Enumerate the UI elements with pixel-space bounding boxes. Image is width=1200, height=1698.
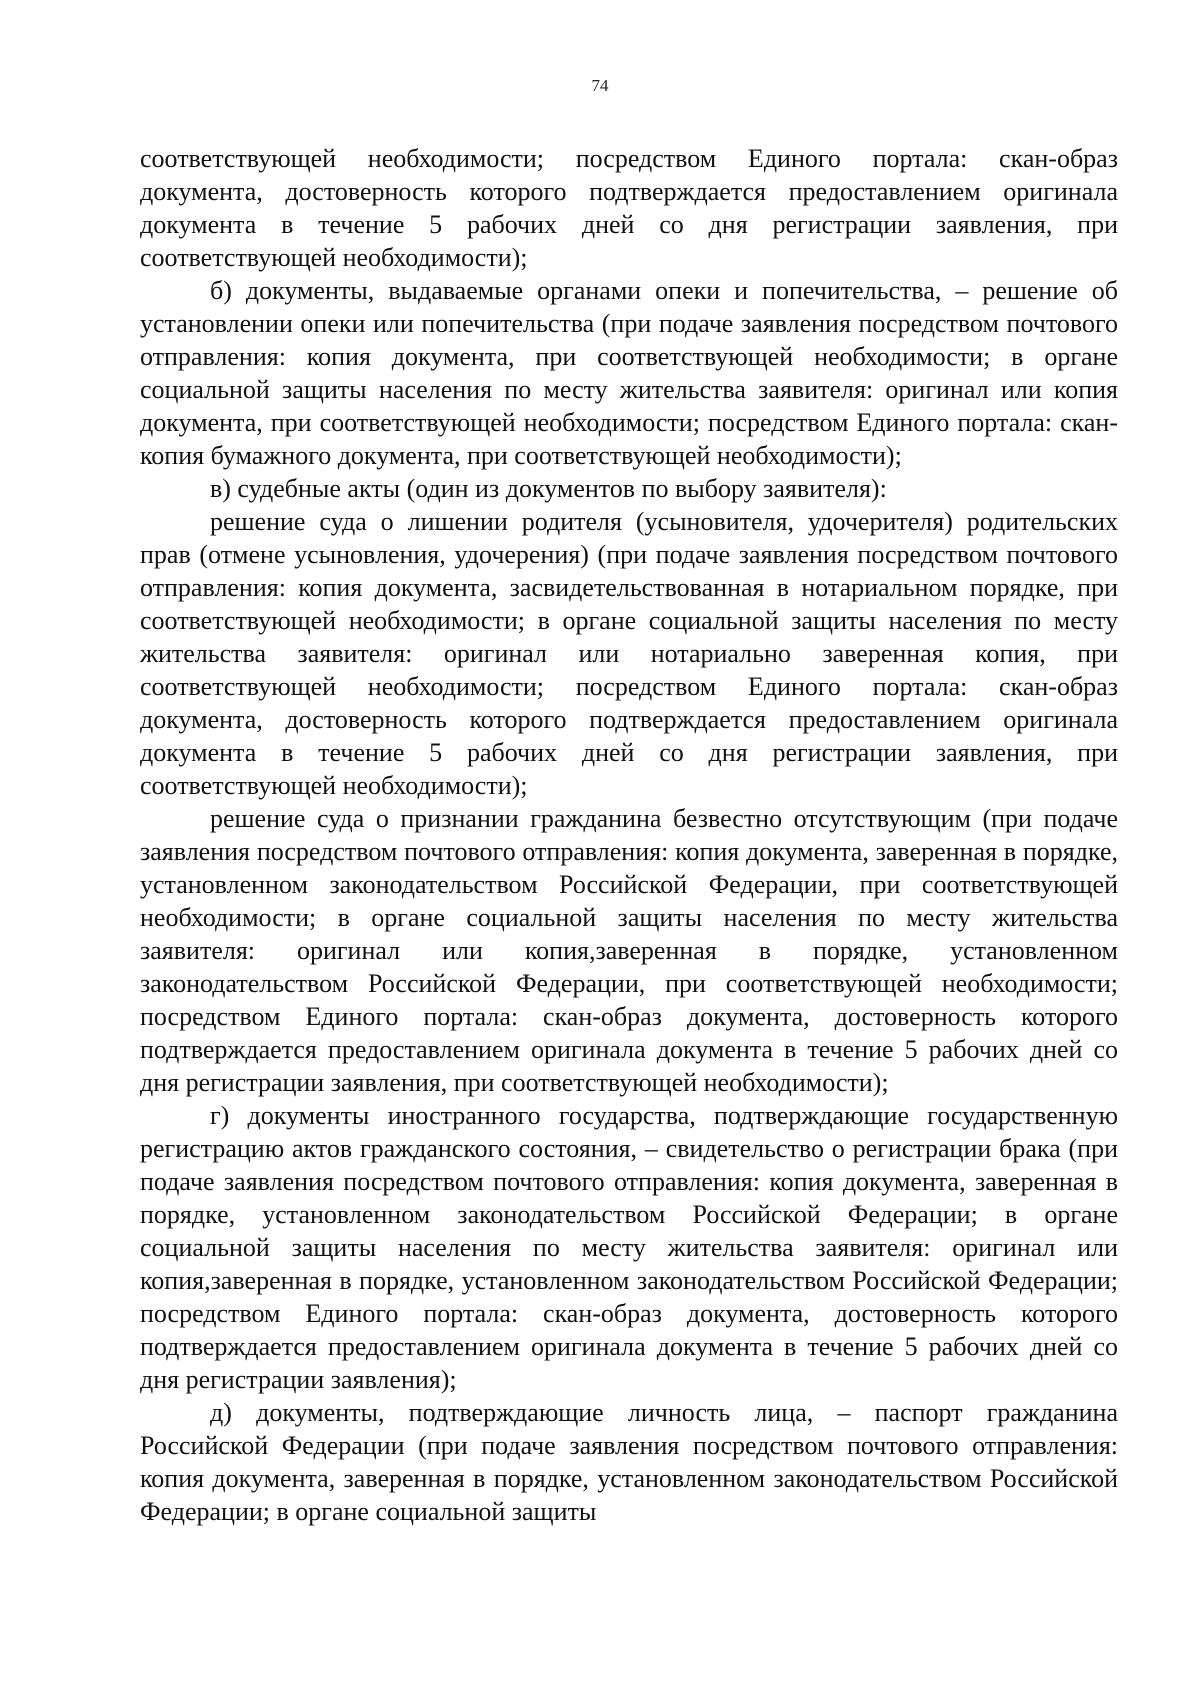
page-number: 74 <box>591 76 609 95</box>
paragraph: решение суда о признании гражданина безвестно отсутствующим (при подаче заявления посредством почтового отправления: копия документа, заверенная в порядке, установленном законодательством Российской Федерации, при соответствующей необходимости; в органе социальной защиты населения по месту жительства заявителя: оригинал или копия,заверенная в порядке, установленном законодательством Российской Федерации, при соответствующей необходимости; посредством Единого портала: скан-образ документа, достоверность которого подтверждается предоставлением оригинала документа в течение 5 рабочих дней со дня регистрации заявления, при соответствующей необходимости); <box>140 804 1118 1097</box>
paragraph: решение суда о лишении родителя (усыновителя, удочерителя) родительских прав (отмене усыновления, удочерения) (при подаче заявления посредством почтового отправления: копия документа, засвидетельствованная в нотариальном порядке, при соответствующей необходимости; в органе социальной защиты населения по месту жительства заявителя: оригинал или нотариально заверенная копия, при соответствующей необходимости; посредством Единого портала: скан-образ документа, достоверность которого подтверждается предоставлением оригинала документа в течение 5 рабочих дней со дня регистрации заявления, при соответствующей необходимости); <box>140 507 1118 800</box>
paragraph: в) судебные акты (один из документов по выбору заявителя): <box>210 474 887 503</box>
document-body <box>140 142 1118 1528</box>
paragraph: г) документы иностранного государства, подтверждающие государственную регистрацию актов гражданского состояния, – свидетельство о регистрации брака (при подаче заявления посредством почтового отправления: копия документа, заверенная в порядке, установленном законодательством Российской Федерации; в органе социальной защиты населения по месту жительства заявителя: оригинал или копия,заверенная в порядке, установленном законодательством Российской Федерации; посредством Единого портала: скан-образ документа, достоверность которого подтверждается предоставлением оригинала документа в течение 5 рабочих дней со дня регистрации заявления); <box>140 1101 1118 1394</box>
paragraph: б) документы, выдаваемые органами опеки и попечительства, – решение об установлении опеки или попечительства (при подаче заявления посредством почтового отправления: копия документа, при соответствующей необходимости; в органе социальной защиты населения по месту жительства заявителя: оригинал или копия документа, при соответствующей необходимости; посредством Единого портала: скан-копия бумажного документа, при соответствующей необходимости); <box>140 276 1118 470</box>
paragraph: д) документы, подтверждающие личность лица, – паспорт гражданина Российской Федерации (при подаче заявления посредством почтового отправления: копия документа, заверенная в порядке, установленном законодательством Российской Федерации; в органе социальной защиты <box>140 1398 1118 1526</box>
paragraph: соответствующей необходимости; посредством Единого портала: скан-образ документа, достоверность которого подтверждается предоставлением оригинала документа в течение 5 рабочих дней со дня регистрации заявления, при соответствующей необходимости); <box>140 144 1118 272</box>
